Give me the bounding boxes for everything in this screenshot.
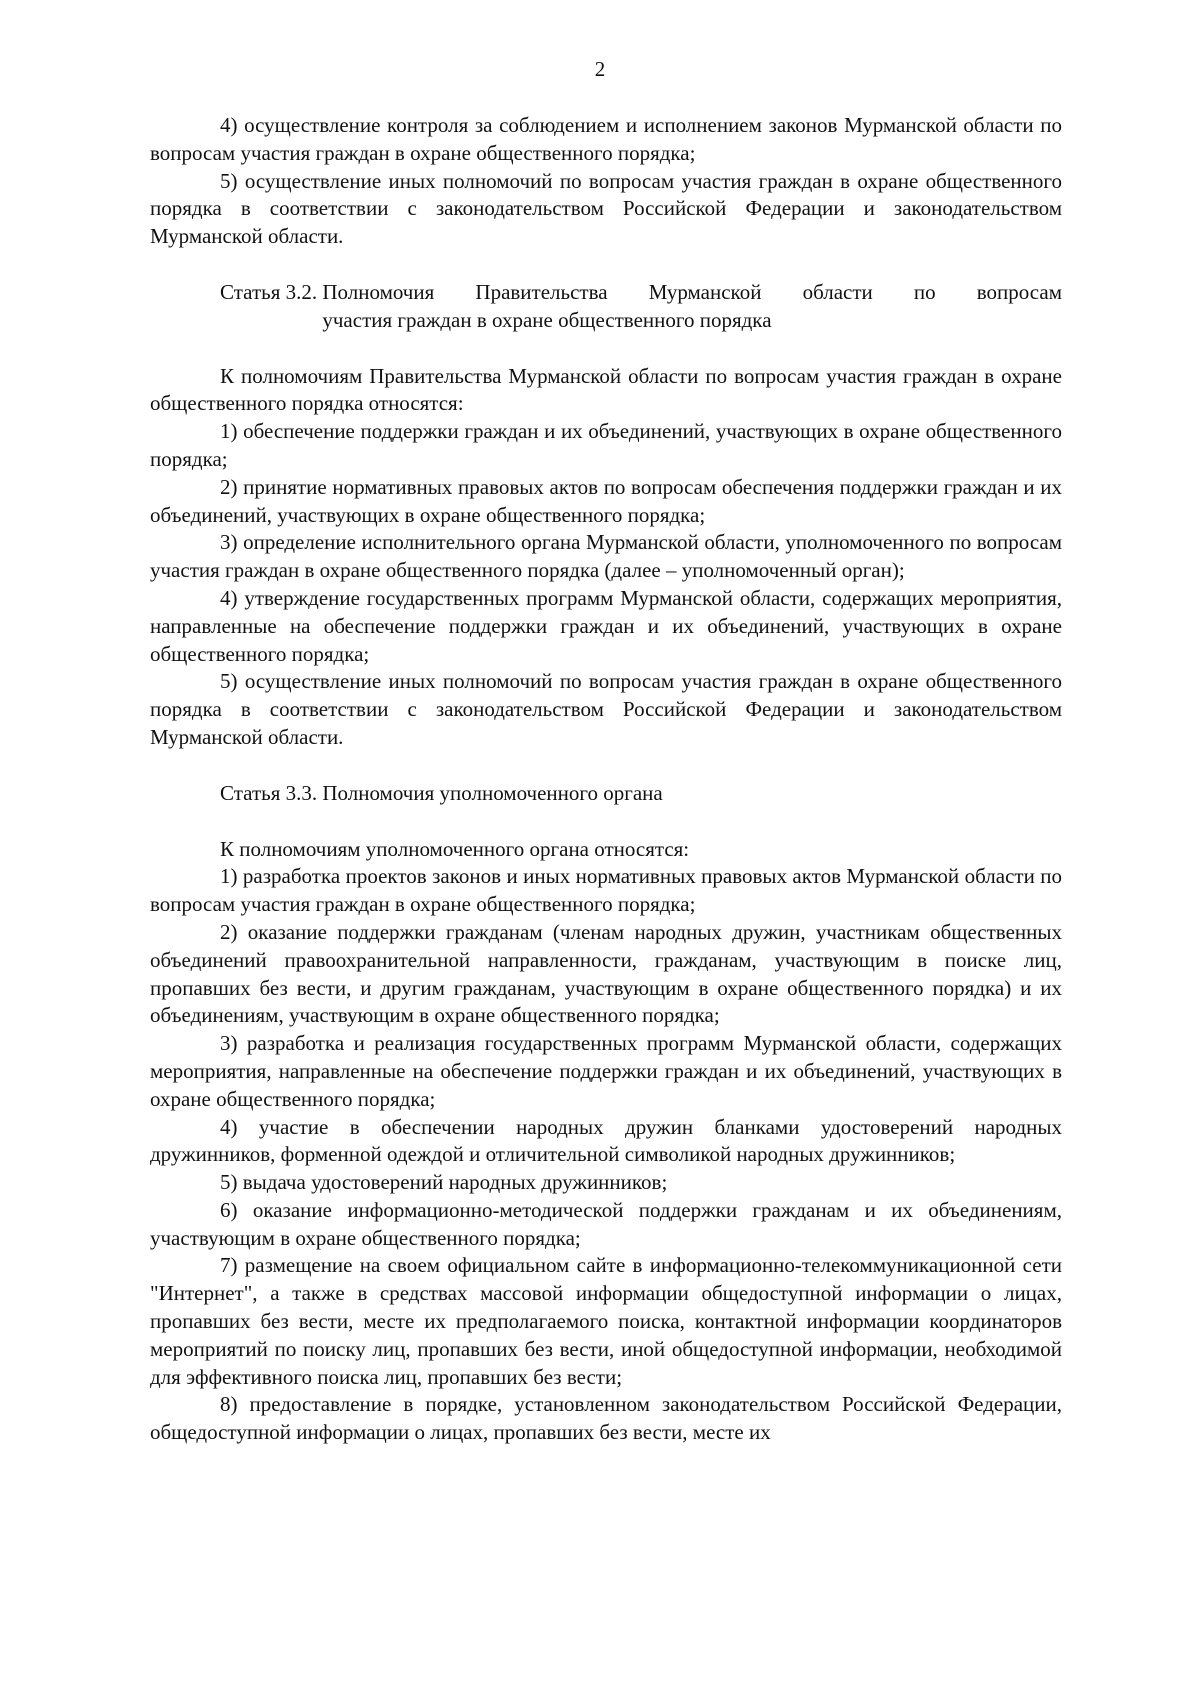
article-3-3-item-2: 2) оказание поддержки гражданам (членам народных дружин, участникам общественных объединений правоохранительной направленности, гражданам, участвующим в поиске лиц, пропавших без вести, и другим гражданам, участвующим в охране общественного порядка) и их объединениям, участвующим в охране общественного порядка; [150, 919, 1062, 1028]
document-body [150, 112, 1062, 1447]
article-3-2-item-3: 3) определение исполнительного органа Мурманской области, уполномоченного по вопросам участия граждан в охране общественного порядка (далее – уполномоченный орган); [150, 530, 1062, 583]
paragraph-item-4: 4) осуществление контроля за соблюдением и исполнением законов Мурманской области по вопросам участия граждан в охране общественного порядка; [150, 113, 1062, 165]
article-3-3-item-4: 4) участие в обеспечении народных дружин бланками удостоверений народных дружинников, форменной одеждой и отличительной символикой народных дружинников; [150, 1114, 1062, 1167]
article-3-2-item-5: 5) осуществление иных полномочий по вопросам участия граждан в охране общественного порядка в соответствии с законодательством Российской Федерации и законодательством Мурманской области. [150, 669, 1062, 749]
article-3-2-item-4: 4) утверждение государственных программ Мурманской области, содержащих мероприятия, направленные на обеспечение поддержки граждан и их объединений, участвующих в охране общественного порядка; [150, 585, 1062, 666]
article-3-2-title [322, 279, 1062, 335]
article-3-3-heading: Статья 3.3. Полномочия уполномоченного органа [220, 780, 663, 805]
article-3-2-intro: К полномочиям Правительства Мурманской области по вопросам участия граждан в охране общественного порядка относятся: [150, 363, 1062, 416]
article-3-3-item-7: 7) размещение на своем официальном сайте в информационно-телекоммуникационной сети "Интернет", а также в средствах массовой информации общедоступной информации о лицах, пропавших без вести, месте их предполагаемого поиска, контактной информации координаторов мероприятий по поиску лиц, пропавших без вести, иной общедоступной информации, необходимой для эффективного поиска лиц, пропавших без вести; [150, 1253, 1062, 1389]
article-3-3-item-1: 1) разработка проектов законов и иных нормативных правовых актов Мурманской области по вопросам участия граждан в охране общественного порядка; [150, 864, 1062, 917]
article-3-2-title-line1: Полномочия Правительства Мурманской области по вопросам [322, 279, 1062, 304]
article-3-3-intro: К полномочиям уполномоченного органа относятся: [220, 836, 690, 861]
article-3-3-item-3: 3) разработка и реализация государственных программ Мурманской области, содержащих мероприятия, направленные на обеспечение поддержки граждан и их объединений, участвующих в охране общественного порядка; [150, 1031, 1062, 1111]
article-3-2-number: Статья 3.2. [220, 279, 323, 304]
article-3-2-title-line2: участия граждан в охране общественного порядка [322, 307, 772, 332]
article-3-3-item-6: 6) оказание информационно-методической поддержки гражданам и их объединениям, участвующим в охране общественного порядка; [150, 1197, 1062, 1250]
paragraph-item-5: 5) осуществление иных полномочий по вопросам участия граждан в охране общественного порядка в соответствии с законодательством Российской Федерации и законодательством Мурманской области. [150, 168, 1062, 249]
article-3-2-item-2: 2) принятие нормативных правовых актов по вопросам обеспечения поддержки граждан и их объединений, участвующих в охране общественного порядка; [150, 474, 1062, 527]
article-3-3-item-5: 5) выдача удостоверений народных дружинников; [220, 1170, 668, 1195]
page-number: 2 [594, 57, 606, 81]
article-3-3-item-8: 8) предоставление в порядке, установленном законодательством Российской Федерации, общедоступной информации о лицах, пропавших без вести, месте их [150, 1392, 1062, 1445]
article-3-2-heading [220, 279, 1062, 335]
article-3-2-item-1: 1) обеспечение поддержки граждан и их объединений, участвующих в охране общественного порядка; [150, 419, 1062, 471]
